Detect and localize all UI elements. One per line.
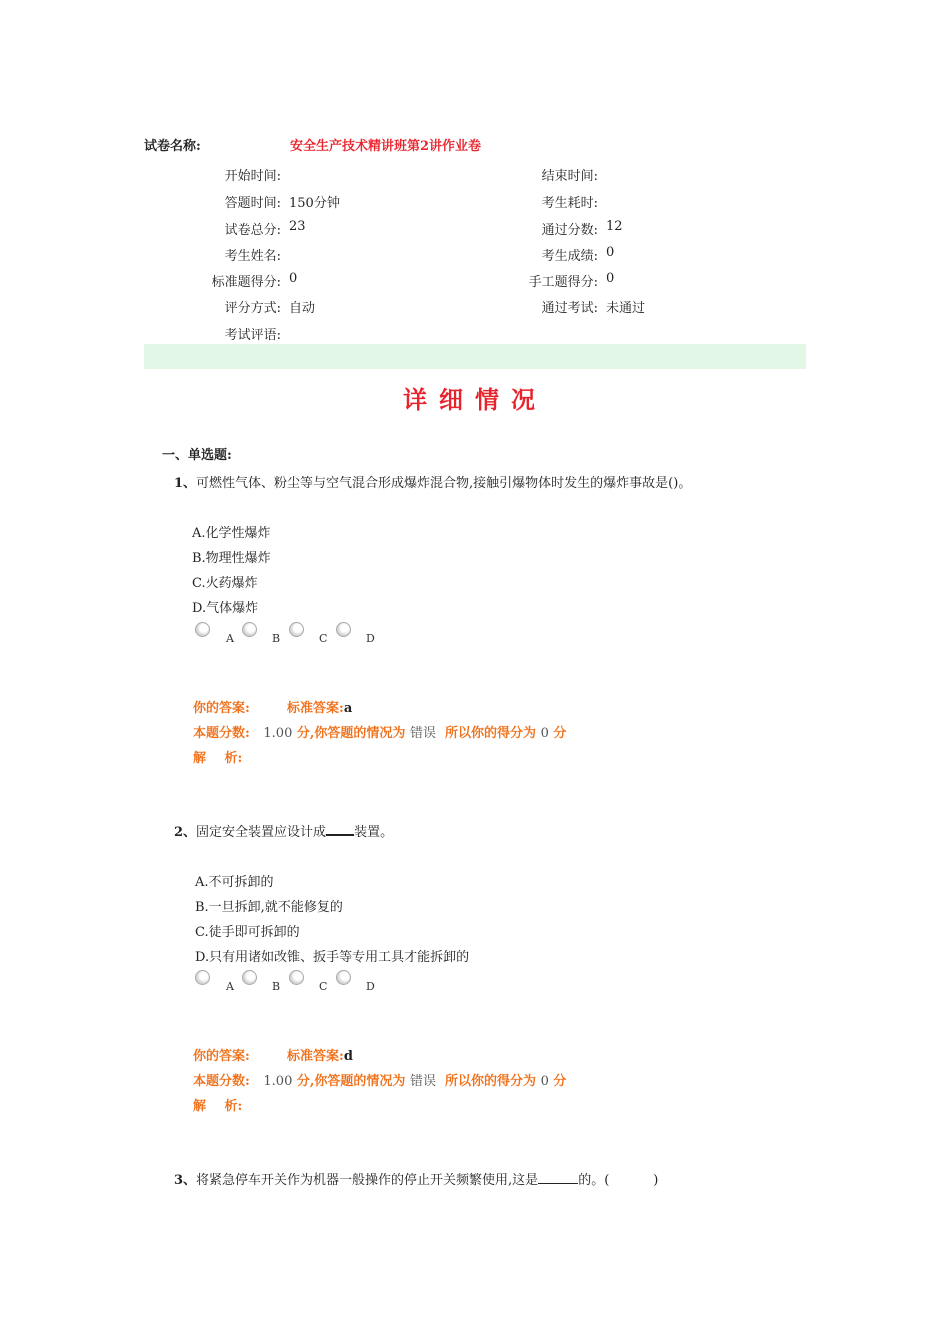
question-stem-before: 将紧急停车开关作为机器一般操作的停止开关频繁使用,这是 [196, 1173, 539, 1188]
standard-score-label: 标准题得分: [211, 275, 281, 290]
radio-b-label: B [272, 632, 281, 645]
pass-score-value: 12 [606, 219, 623, 234]
manual-score-label: 手工题得分: [528, 275, 598, 290]
std-answer-value: d [343, 1049, 353, 1064]
radio-a-label: A [226, 632, 234, 645]
duration-value: 150分钟 [289, 196, 340, 211]
score-unit: 分 [553, 726, 567, 741]
result: 错误 [409, 1074, 436, 1089]
std-answer-label: 标准答案: [287, 1049, 344, 1064]
question-stem-after: 的。( [578, 1173, 610, 1188]
manual-score-value: 0 [606, 271, 615, 286]
score-tail: 所以你的得分为 [445, 1074, 537, 1089]
section-title: 一、单选题: [162, 448, 232, 463]
option-c: C.徒手即可拆卸的 [195, 925, 300, 940]
std-answer [287, 1045, 353, 1064]
question-text [174, 821, 393, 840]
detail-title: 详细情况 [403, 386, 547, 414]
question-number: 1、 [174, 476, 197, 491]
radio-c-label: C [319, 632, 328, 645]
got-score: 0 [540, 726, 549, 741]
option-b: B.物理性爆炸 [192, 551, 271, 566]
radio-b-label: B [272, 980, 281, 993]
radio-a[interactable] [195, 970, 210, 985]
score-value: 1.00 [263, 1074, 293, 1089]
your-answer-label: 你的答案: [193, 701, 250, 716]
question-stem: 可燃性气体、粉尘等与空气混合形成爆炸混合物,接触引爆物体时发生的爆炸事故是()。 [196, 476, 692, 491]
question-number: 3、 [174, 1173, 197, 1188]
paper-name: 安全生产技术精讲班第2讲作业卷 [290, 139, 482, 154]
time-used-label: 考生耗时: [541, 196, 598, 211]
start-time-label: 开始时间: [224, 169, 281, 184]
got-score: 0 [540, 1074, 549, 1089]
passed-label: 通过考试: [541, 301, 598, 316]
radio-d[interactable] [336, 970, 351, 985]
radio-b[interactable] [242, 622, 257, 637]
score-unit: 分 [553, 1074, 567, 1089]
radio-d[interactable] [336, 622, 351, 637]
passed-value: 未通过 [606, 301, 646, 316]
question-stem-before: 固定安全装置应设计成 [196, 825, 327, 840]
score-value: 1.00 [263, 726, 293, 741]
std-answer [287, 697, 352, 716]
radio-d-label: D [366, 980, 375, 993]
question-text [174, 1169, 658, 1188]
result: 错误 [409, 726, 436, 741]
score-label: 本题分数: [193, 726, 250, 741]
separator-bar [144, 344, 806, 369]
total-score-label: 试卷总分: [224, 223, 281, 238]
total-score-value: 23 [289, 219, 306, 234]
radio-c-label: C [319, 980, 328, 993]
radio-d-label: D [366, 632, 375, 645]
option-d: D.只有用诸如改锥、扳手等专用工具才能拆卸的 [195, 950, 470, 965]
paper-name-label: 试卷名称: [144, 139, 201, 154]
std-answer-value: a [343, 701, 353, 716]
your-answer-label: 你的答案: [193, 1049, 250, 1064]
answer-blank [538, 1175, 578, 1184]
examinee-score-value: 0 [606, 245, 615, 260]
option-c: C.火药爆炸 [192, 576, 258, 591]
answer-blank [326, 826, 354, 836]
duration-label: 答题时间: [224, 196, 281, 211]
score-label: 本题分数: [193, 1074, 250, 1089]
standard-score-value: 0 [289, 271, 298, 286]
question-text [174, 472, 691, 491]
comment-label: 考试评语: [224, 328, 281, 343]
grading-method-value: 自动 [289, 301, 316, 316]
option-a: A.不可拆卸的 [195, 875, 274, 890]
score-mid: 分,你答题的情况为 [296, 1074, 406, 1089]
radio-c[interactable] [289, 622, 304, 637]
radio-a-label: A [226, 980, 234, 993]
radio-b[interactable] [242, 970, 257, 985]
question-stem-end: ) [653, 1173, 659, 1188]
option-b: B.一旦拆卸,就不能修复的 [195, 900, 343, 915]
grading-method-label: 评分方式: [224, 301, 281, 316]
question-stem-after: 装置。 [354, 825, 394, 840]
std-answer-label: 标准答案: [287, 701, 344, 716]
analysis-label: 解 析: [193, 751, 243, 766]
option-d: D.气体爆炸 [192, 601, 259, 616]
radio-c[interactable] [289, 970, 304, 985]
score-line [193, 1070, 566, 1089]
examinee-score-label: 考生成绩: [541, 249, 598, 264]
radio-a[interactable] [195, 622, 210, 637]
examinee-name-label: 考生姓名: [224, 249, 281, 264]
analysis-label: 解 析: [193, 1099, 243, 1114]
score-tail: 所以你的得分为 [445, 726, 537, 741]
end-time-label: 结束时间: [541, 169, 598, 184]
pass-score-label: 通过分数: [541, 223, 598, 238]
score-mid: 分,你答题的情况为 [296, 726, 406, 741]
option-a: A.化学性爆炸 [192, 526, 271, 541]
score-line [193, 722, 566, 741]
question-number: 2、 [174, 825, 197, 840]
